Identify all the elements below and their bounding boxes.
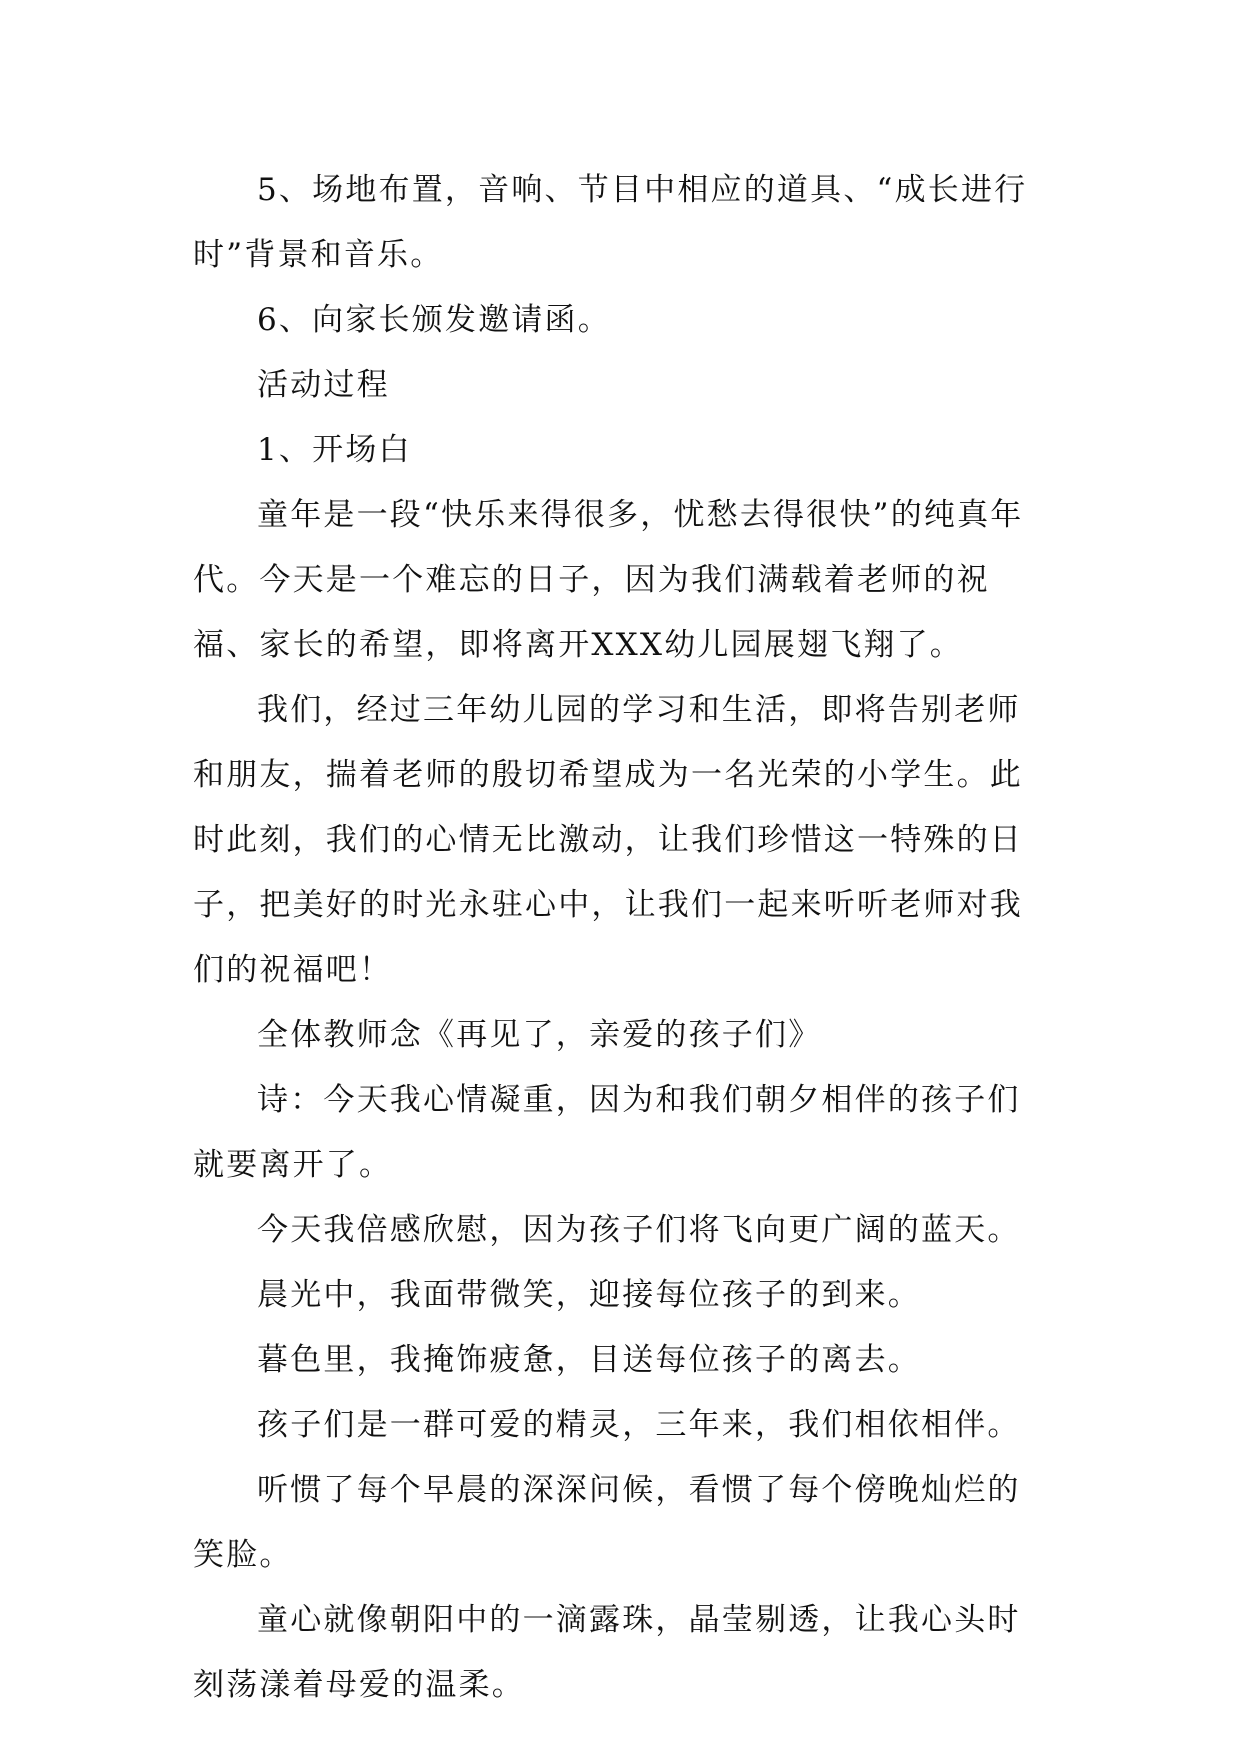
paragraph-three-years: 我们，经过三年幼儿园的学习和生活，即将告别老师和朋友，揣着老师的殷切希望成为一名光荣的小学生。此时此刻，我们的心情无比激动，让我们珍惜这一特殊的日子，把美好的时光永驻心中，让我们一起来听听老师对我们的祝福吧！ [193,692,1023,988]
poem-line: 暮色里，我掩饰疲惫，目送每位孩子的离去。 [257,1342,921,1378]
paragraph-teachers-recite: 全体教师念《再见了，亲爱的孩子们》 [257,1017,822,1053]
paragraph-invitations: 6、向家长颁发邀请函。 [257,302,611,338]
subheading-opening-remarks: 1、开场白 [257,432,412,468]
poem-line: 诗：今天我心情凝重，因为和我们朝夕相伴的孩子们就要离开了。 [193,1082,1021,1183]
poem-line: 今天我倍感欣慰，因为孩子们将飞向更广阔的蓝天。 [257,1212,1021,1248]
paragraph-venue-setup: 5、场地布置，音响、节目中相应的道具、“成长进行时”背景和音乐。 [193,172,1028,273]
document-body [193,158,1053,1718]
poem-line: 孩子们是一群可爱的精灵，三年来，我们相依相伴。 [257,1407,1021,1443]
poem-line: 晨光中，我面带微笑，迎接每位孩子的到来。 [257,1277,921,1313]
poem-line: 听惯了每个早晨的深深问候，看惯了每个傍晚灿烂的笑脸。 [193,1472,1021,1573]
section-heading-activity-process: 活动过程 [257,367,390,403]
paragraph-childhood: 童年是一段“快乐来得很多，忧愁去得很快”的纯真年代。今天是一个难忘的日子，因为我们满载着老师的祝福、家长的希望，即将离开XXX幼儿园展翅飞翔了。 [193,497,1024,663]
poem-line: 童心就像朝阳中的一滴露珠，晶莹剔透，让我心头时刻荡漾着母爱的温柔。 [193,1602,1021,1703]
